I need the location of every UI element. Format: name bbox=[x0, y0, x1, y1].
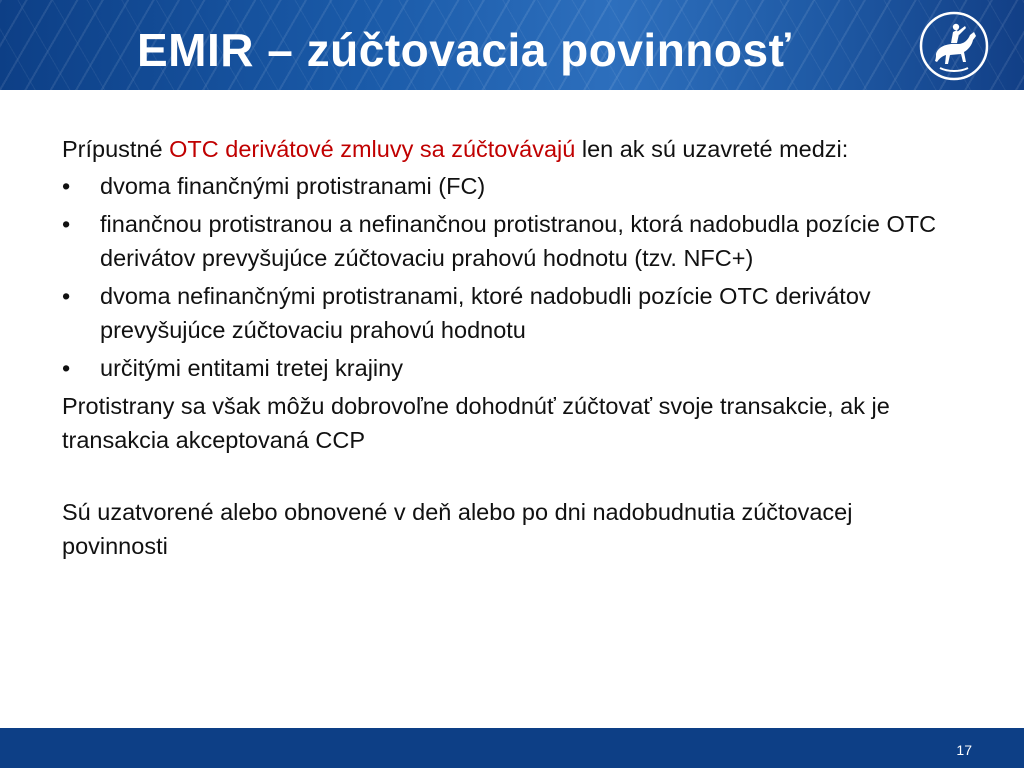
list-item bbox=[62, 207, 962, 275]
voluntary-paragraph: Protistrany sa však môžu dobrovoľne dohodnúť zúčtovať svoje transakcie, ak je transakcia akceptovaná CCP bbox=[62, 393, 890, 453]
bullet-icon: • bbox=[62, 211, 71, 237]
list-item bbox=[62, 279, 962, 347]
bullet-text: určitými entitami tretej krajiny bbox=[100, 355, 403, 381]
horse-rider-logo-icon bbox=[918, 10, 990, 82]
bullet-text: dvoma nefinančnými protistranami, ktoré nadobudli pozície OTC derivátov prevyšujúce zúčtovaciu prahovú hodnotu bbox=[100, 283, 871, 343]
list-item bbox=[62, 351, 962, 385]
slide-title: EMIR – zúčtovacia povinnosť bbox=[137, 24, 792, 76]
slide-header bbox=[0, 0, 1024, 90]
bullet-icon: • bbox=[62, 283, 71, 309]
intro-after: len ak sú uzavreté medzi: bbox=[575, 136, 849, 162]
bullet-icon: • bbox=[62, 173, 71, 199]
bullet-list bbox=[62, 169, 962, 385]
bullet-text: finančnou protistranou a nefinančnou protistranou, ktorá nadobudla pozície OTC derivátov prevyšujúce zúčtovaciu prahovú hodnotu (tzv. NFC+) bbox=[100, 211, 937, 271]
list-item bbox=[62, 169, 962, 203]
page-number: 17 bbox=[956, 742, 972, 758]
intro-highlight: OTC derivátové zmluvy sa zúčtovávajú bbox=[169, 136, 576, 162]
bullet-icon: • bbox=[62, 355, 71, 381]
slide-body bbox=[62, 132, 962, 563]
spacer bbox=[62, 457, 962, 495]
bullet-text: dvoma finančnými protistranami (FC) bbox=[100, 173, 486, 199]
timing-paragraph: Sú uzatvorené alebo obnovené v deň alebo po dni nadobudnutia zúčtovacej povinnosti bbox=[62, 499, 853, 559]
intro-before: Prípustné bbox=[62, 136, 170, 162]
intro-paragraph bbox=[62, 132, 962, 166]
slide-footer bbox=[0, 728, 1024, 768]
